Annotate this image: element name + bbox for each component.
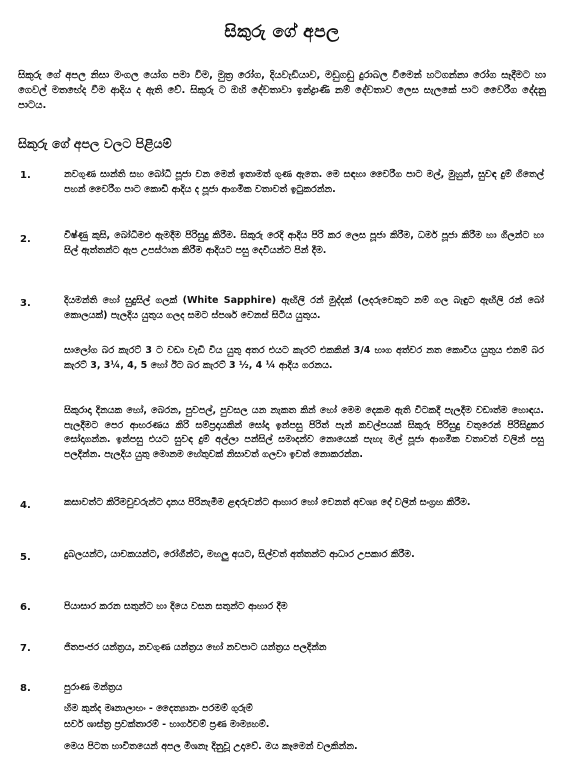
mantra-line-2: සර්ව ශාස්ත්‍ර ප්‍රවක්තාරම් - භාර්ගවම් ප්‍රණ මාම්‍යහම්. <box>64 719 270 730</box>
item-text: නවගුණ සාන්ති සහ බෝධි පූජා වන මෙන් ඉතාමත් ගුණ ඇතෙ. මෙ සඳහා වෛරීග පාට මල්, මුහුන්, සුවඳ දුම් ගිතෙල් පහන් වෛරීග පාට කොඩි ආදිය ද පූජා ආගමික වතාවත් ඉටුකරන්න. <box>64 169 544 195</box>
item-number: 6. <box>20 602 31 613</box>
intro-paragraph: සිකුරු ගේ අපල නිසා මංගල යෝග පමා වීම, මුත්‍ර රෝග, දියවැඩියාව, මඩුගඩු දුරාබල වීමෙන් හටගන්නා රෝග සෑදීමට හා ගෙවල් මතභේද වීම ආදිය ද ඇති වේ. සිකුරු ට ඔහි දේවතාවා ඉන්ද්‍රාණි නම් දේවතාව ලෙස සැලකේ පාට වෛරීග දේදනු පාටය. <box>18 70 546 111</box>
item-text: පුරාණ මන්ත්‍රය <box>64 682 123 693</box>
item-paragraph-weight: සාලෝග බර කැරට් 3 ට වඩා වැඩි විය යුතු අතර එයට කැරට් එකකින් 3/4 භාග අත්වර නත කොවිය යුතුය එනම් බර කැරට් 3, 3¼, 4, 5 හෝ ඊට බර කැරට් 3 ½, 4 ¼ ආදිය ගරනය. <box>64 345 544 371</box>
page-title: සිකුරු ගේ අපල <box>224 22 340 42</box>
item-text: පියාසාර කරන සතුන්ට හා දියෙ වසන සතුන්ට ආහාර දීම <box>64 601 288 612</box>
item-number: 2. <box>20 234 31 245</box>
item-text: ජිතපංජර යන්ත්‍රය, නවගුණ යන්ත්‍රය හෝ නවපාට යන්ත්‍රය පලදින්න <box>64 642 327 653</box>
mantra-line-1: හිම කුන්ද මෘනාලාභං - දෛත්‍යානං පරමම් ගුරුම් <box>64 703 253 714</box>
item-number: 1. <box>20 170 31 181</box>
item-number: 3. <box>20 298 31 309</box>
item-number: 4. <box>20 500 31 511</box>
closing-note: මෙය පිටත භාවිතයෙන් අපල මිශනෑ දිනුවූ උදාවේ. මය කෑමෙන් වලකින්න. <box>64 741 358 752</box>
item-number: 5. <box>20 552 31 563</box>
item-paragraph-wearing: සිකුරාදා දිනයක හෝ, බෙරන, පුවපල්, පුවසල යන නැකත කින් හෝ මෙම දෙකම ඇති විටකදී පැලදීම වඩාත්ම හොඳය. පැලදීමට පෙර ආභරණය කිරි සම්ප්‍රදායකින් සෝදා ඉන්පසු පිරිත් පැන් කවල්පයක් සිකුරු පිරිසුදු වතුරෙන් පිරිසිදුකර සෝදාගන්න. ඉන්පසු එයට සුවඳ දුම් අල්ලා පන්සිල් සමාදන්ව නොයෙක් පැහැ මල් පූජා ආගමික වතාවත් වලින් පසු පලදින්න. පැලදිය යුතු මොනම හේතුවක් නිසාවත් ගලවා ඉවත් නොකරන්න. <box>64 405 544 460</box>
item-text: කසාවත්ට කිරිමවුවරුන්ට දානය පිරිනැමීම ළඳරුවන්ට ආහාර හෝ වෙනත් අවශ්‍ය දේ වලින් සංග්‍රහ කිරීම. <box>64 497 471 508</box>
item-text: දුබලයන්ට, යාචකයන්ට, රෝගීන්ට, මහලු අයට, සිල්වත් අත්තන්ට ආධාර උපකාර කිරීම. <box>64 549 415 560</box>
section-heading: සිකුරු ගේ අපල වලට පිළියම් <box>18 136 172 151</box>
item-text: දියමන්ති හෝ සුදුසිල් ගලක් (White Sapphire) ඇඟිලි රන් මුද්දක් (ලදරුවෙකුට නම් ගල බැඳුට ඇඟිලි රන් බෝ කොලයක්) පැලදිය යුතුය ගලද සමට ස්පර්ශ වෙනස් සිටිය යුතුය. <box>64 295 544 321</box>
item-number: 8. <box>20 683 31 694</box>
item-text: විෂ්ණු කුසි, බෝධිමළු ඇමදීම පිරිසුදු කිරීම. සිකුරු රෙදි ආදිය පිරි කර ලෙස පූජා කිරීම, ධර්ම පූජා කිරීම හා ගිලන්ට හා සිල් ඇත්තන්ට ඇප උපස්ථාන කිරීම ආදියට පසු දෙවියන්ට පින් දීම. <box>64 230 544 256</box>
item-number: 7. <box>20 643 31 654</box>
